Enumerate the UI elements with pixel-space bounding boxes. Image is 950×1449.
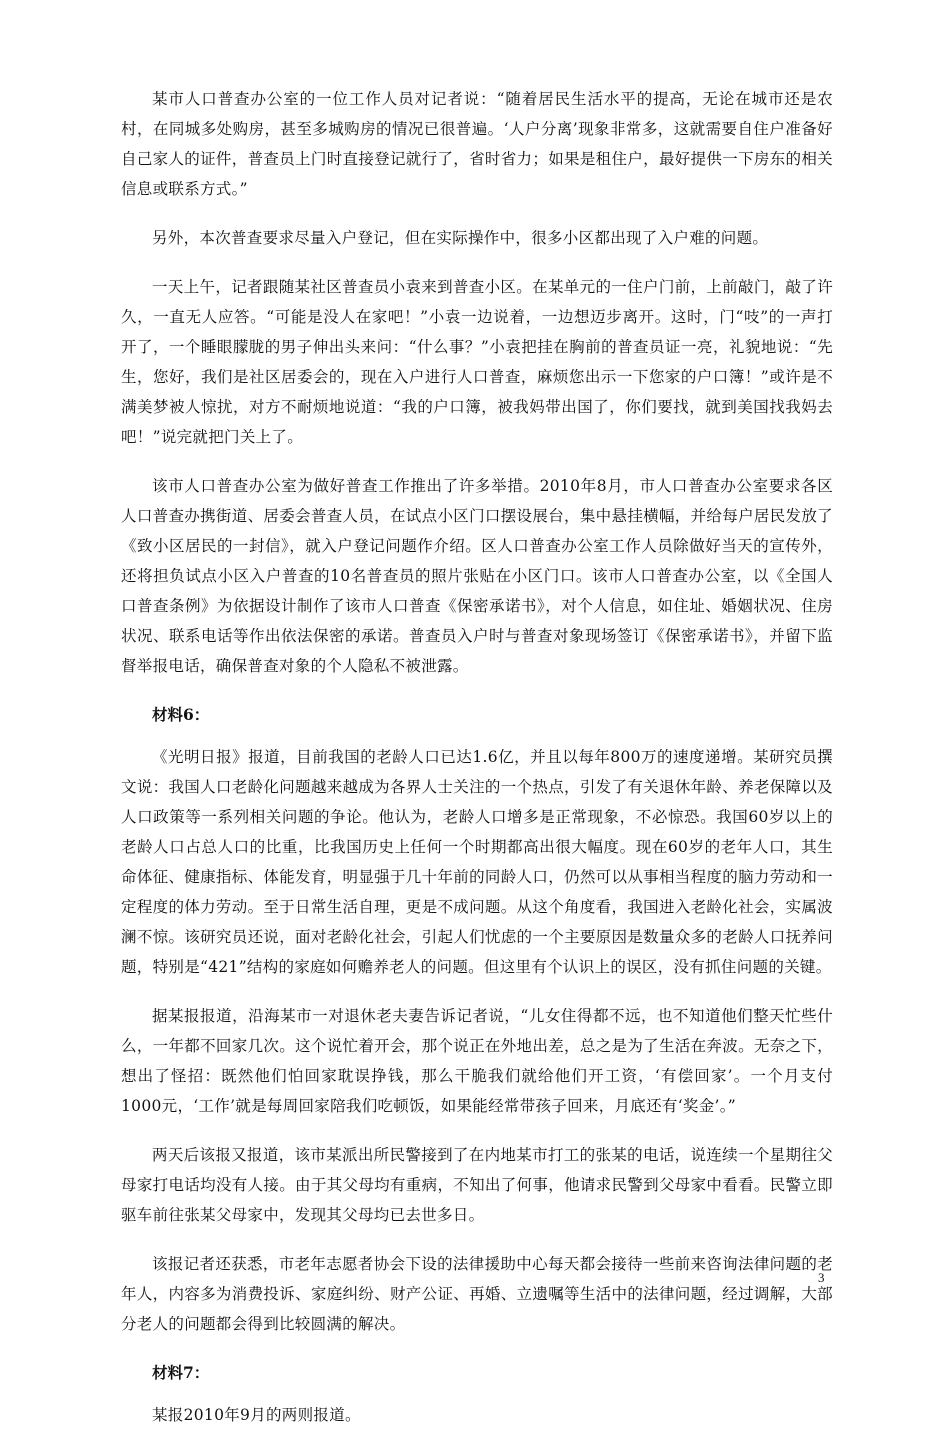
document-body [121,84,833,1449]
material-6-heading: 材料6： [152,705,210,724]
paragraph-aging-population: 《光明日报》报道，目前我国的老龄人口已达1.6亿，并且以每年800万的速度递增。某研究员撰文说：我国人口老龄化问题越来越成为各界人士关注的一个热点，引发了有关退休年龄、养老保障以及人口政策等一系列相关问题的争论。他认为，老龄人口增多是正常现象，不必惊恐。我国60岁以上的老龄人口占总人口的比重，比我国历史上任何一个时期都高出很大幅度。现在60岁的老年人口，其生命体征、健康指标、体能发育，明显强于几十年前的同龄人口，仍然可以从事相当程度的脑力劳动和一定程度的体力劳动。至于日常生活自理，更是不成问题。从这个角度看，我国进入老龄化社会，实属波澜不惊。该研究员还说，面对老龄化社会，引起人们忧虑的一个主要原因是数量众多的老龄人口抚养问题，特别是“421”结构的家庭如何赡养老人的问题。但这里有个认识上的误区，没有抓住问题的关键。 [121,748,833,976]
paragraph-census-measures: 该市人口普查办公室为做好普查工作推出了许多举措。2010年8月，市人口普查办公室要求各区人口普查办携街道、居委会普查人员，在试点小区门口摆设展台，集中悬挂横幅，并给每户居民发放了《致小区居民的一封信》，就入户登记问题作介绍。区人口普查办公室工作人员除做好当天的宣传外，还将担负试点小区入户普查的10名普查员的照片张贴在小区门口。该市人口普查办公室，以《全国人口普查条例》为依据设计制作了该市人口普查《保密承诺书》，对个人信息，如住址、婚姻状况、住房状况、联系电话等作出依法保密的承诺。普查员入户时与普查对象现场签订《保密承诺书》，并留下监督举报电话，确保普查对象的个人隐私不被泄露。 [121,477,833,675]
paragraph-paid-visits: 据某报报道，沿海某市一对退休老夫妻告诉记者说，“儿女住得都不远，也不知道他们整天忙些什么，一年都不回家几次。这个说忙着开会，那个说正在外地出差，总之是为了生活在奔波。无奈之下，想出了怪招：既然他们怕回家耽误挣钱，那么干脆我们就给他们开工资，‘有偿回家’。一个月支付1000元，‘工作’就是每周回家陪我们吃顿饭，如果能经常带孩子回来，月底还有‘奖金’。” [121,1007,833,1115]
paragraph-reporter-story: 一天上午，记者跟随某社区普查员小袁来到普查小区。在某单元的一住户门前，上前敲门，敲了许久，一直无人应答。“可能是没人在家吧！”小袁一边说着，一边想迈步离开。这时，门“吱”的一声打开了，一个睡眼朦胧的男子伸出头来问：“什么事？”小袁把挂在胸前的普查员证一亮，礼貌地说：“先生，您好，我们是社区居委会的，现在入户进行人口普查，麻烦您出示一下您家的户口簿！”或许是不满美梦被人惊扰，对方不耐烦地说道：“我的户口簿，被我妈带出国了，你们要找，就到美国找我妈去吧！”说完就把门关上了。 [121,278,833,446]
material-7-heading: 材料7： [152,1363,210,1382]
paragraph-entry-difficulty: 另外，本次普查要求尽量入户登记，但在实际操作中，很多小区都出现了入户难的问题。 [152,229,769,247]
paragraph-census-staff-quote: 某市人口普查办公室的一位工作人员对记者说：“随着居民生活水平的提高，无论在城市还是农村，在同城多处购房，甚至多城购房的情况已很普遍。‘人户分离’现象非常多，这就需要自住户准备好自己家人的证件，普查员上门时直接登记就行了，省时省力；如果是租住户，最好提供一下房东的相关信息或联系方式。” [121,90,833,198]
paragraph-police-report: 两天后该报又报道，该市某派出所民警接到了在内地某市打工的张某的电话，说连续一个星期往父母家打电话均没有人接。由于其父母均有重病，不知出了何事，他请求民警到父母家中看看。民警立即驱车前往张某父母家中，发现其父母均已去世多日。 [121,1146,833,1224]
paragraph-two-reports: 某报2010年9月的两则报道。 [152,1406,361,1424]
paragraph-legal-aid: 该报记者还获悉，市老年志愿者协会下设的法律援助中心每天都会接待一些前来咨询法律问题的老年人，内容多为消费投诉、家庭纠纷、财产公证、再婚、立遗嘱等生活中的法律问题，经过调解，大部分老人的问题都会得到比较圆满的解决。 [121,1255,833,1333]
page-number: 3 [818,1270,825,1285]
